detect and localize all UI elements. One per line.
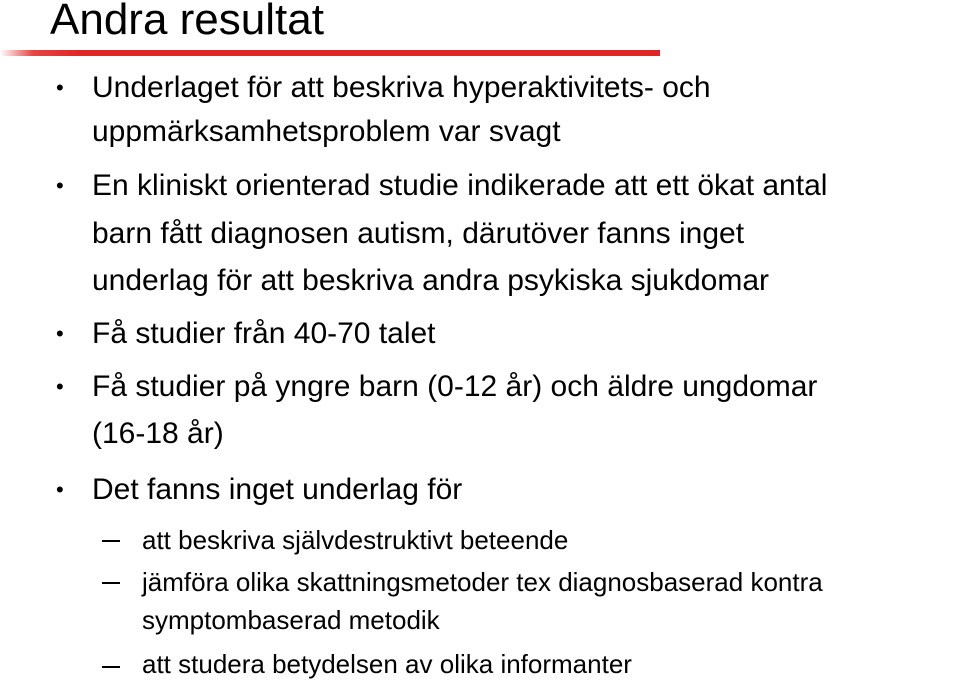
bullet-2-line-1: En kliniskt orienterad studie indikerade att ett ökat antal: [92, 169, 828, 202]
dash-icon: [102, 582, 120, 584]
bullet-3-line-1: Få studier från 40-70 talet: [92, 317, 436, 350]
bullet-5-line-1: Det fanns inget underlag för: [92, 473, 463, 506]
subitem-1-line-1: att beskriva självdestruktivt beteende: [142, 525, 569, 555]
subitem-3-line-1: att studera betydelsen av olika informanter: [142, 649, 632, 679]
bullet-icon: •: [56, 477, 64, 502]
bullet-2-line-3: underlag för att beskriva andra psykiska sjukdomar: [92, 264, 769, 297]
subitem-2-line-1: jämföra olika skattningsmetoder tex diagnosbaserad kontra: [142, 567, 823, 597]
bullet-4-line-1: Få studier på yngre barn (0-12 år) och äldre ungdomar: [92, 370, 818, 403]
dash-icon: [102, 666, 120, 668]
subitem-2-line-2: symptombaserad metodik: [142, 605, 440, 635]
dash-icon: [102, 540, 120, 542]
bullet-icon: •: [56, 374, 64, 399]
bullet-icon: •: [56, 321, 64, 346]
bullet-4-line-2: (16-18 år): [92, 417, 224, 450]
bullet-1-line-2: uppmärksamhetsproblem var svagt: [92, 115, 561, 148]
title-underline: [0, 50, 660, 56]
slide-title: Andra resultat: [50, 0, 324, 44]
bullet-icon: •: [56, 173, 64, 198]
bullet-1-line-1: Underlaget för att beskriva hyperaktivitets- och: [92, 71, 711, 104]
bullet-2-line-2: barn fått diagnosen autism, därutöver fanns inget: [92, 217, 745, 250]
bullet-icon: •: [56, 75, 64, 100]
